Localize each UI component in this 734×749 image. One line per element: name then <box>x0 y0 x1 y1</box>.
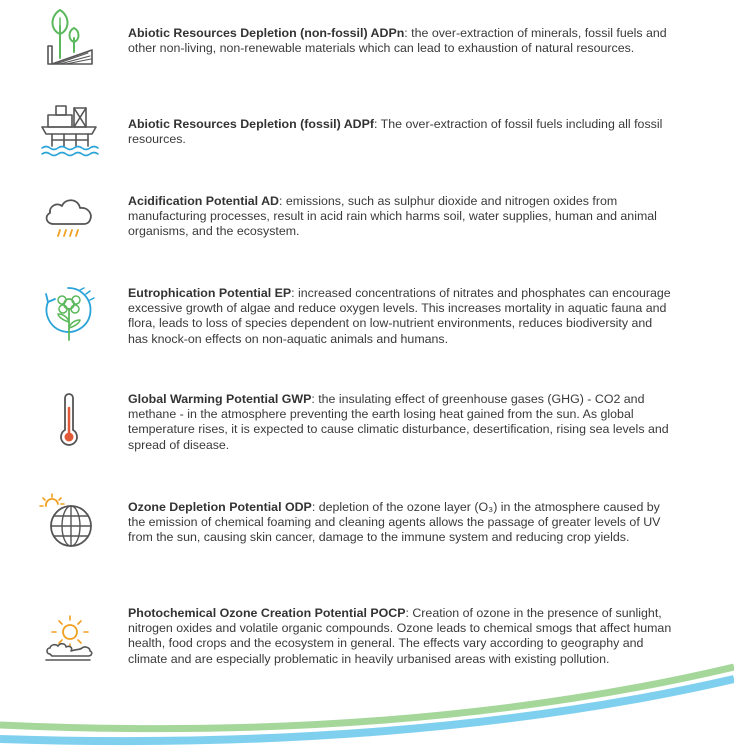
term-description: : increased concentrations of nitrates and phosphates can encourage excessive growth of algae and reduce oxygen levels. This increases mortality in aquatic fauna and flora, leads to loss of species dependent on low-nutrient environments, reduces biodiversity and has knock-on effects on non-aquatic animals and humans. <box>128 286 671 346</box>
term-label: Photochemical Ozone Creation Potential POCP <box>128 606 406 620</box>
term-description: : the over-extraction of minerals, fossil fuels and other non-living, non-renewable materials which can lead to exhaustion of natural resources. <box>128 26 667 56</box>
term-description: : The over-extraction of fossil fuels including all fossil resources. <box>128 117 663 147</box>
term-label: Abiotic Resources Depletion (fossil) ADPf <box>128 117 375 131</box>
term-description: : the insulating effect of greenhouse gases (GHG) - CO2 and methane - in the atmosphere preventing the earth losing heat gained from the sun. As global temperature rises, it is expected to cause climatic disturbance, desertification, rising sea levels and spread of disease. <box>128 392 669 452</box>
plant-growth-icon <box>38 6 100 68</box>
term-label: Acidification Potential AD <box>128 194 279 208</box>
thermometer-icon <box>38 390 100 452</box>
term-description: : depletion of the ozone layer (O₃) in the atmosphere caused by the emission of chemical foaming and cleaning agents allows the passage of greater levels of UV from the sun, causing skin cancer, damage to the immune system and reducing crop yields. <box>128 500 661 545</box>
term-description: : Creation of ozone in the presence of sunlight, nitrogen oxides and volatile organic compounds. Ozone leads to chemical smogs that affect human health, food crops and the ecosystem in general. The effects vary according to geography and climate and are especially problematic in heavily urbanised areas with existing pollution. <box>128 606 672 666</box>
term-label: Global Warming Potential GWP <box>128 392 312 406</box>
oil-rig-icon <box>38 100 100 162</box>
term-label: Abiotic Resources Depletion (non-fossil) ADPn <box>128 26 405 40</box>
term-description: : emissions, such as sulphur dioxide and nitrogen oxides from manufacturing processes, result in acid rain which harms soil, water supplies, human and animal organisms, and the ecosystem. <box>128 194 657 239</box>
term-label: Ozone Depletion Potential ODP <box>128 500 312 514</box>
acid-rain-cloud-icon <box>38 186 100 248</box>
algae-cycle-icon <box>38 282 100 344</box>
sun-globe-icon <box>38 490 100 552</box>
decorative-wave <box>0 629 734 749</box>
term-label: Eutrophication Potential EP <box>128 286 292 300</box>
